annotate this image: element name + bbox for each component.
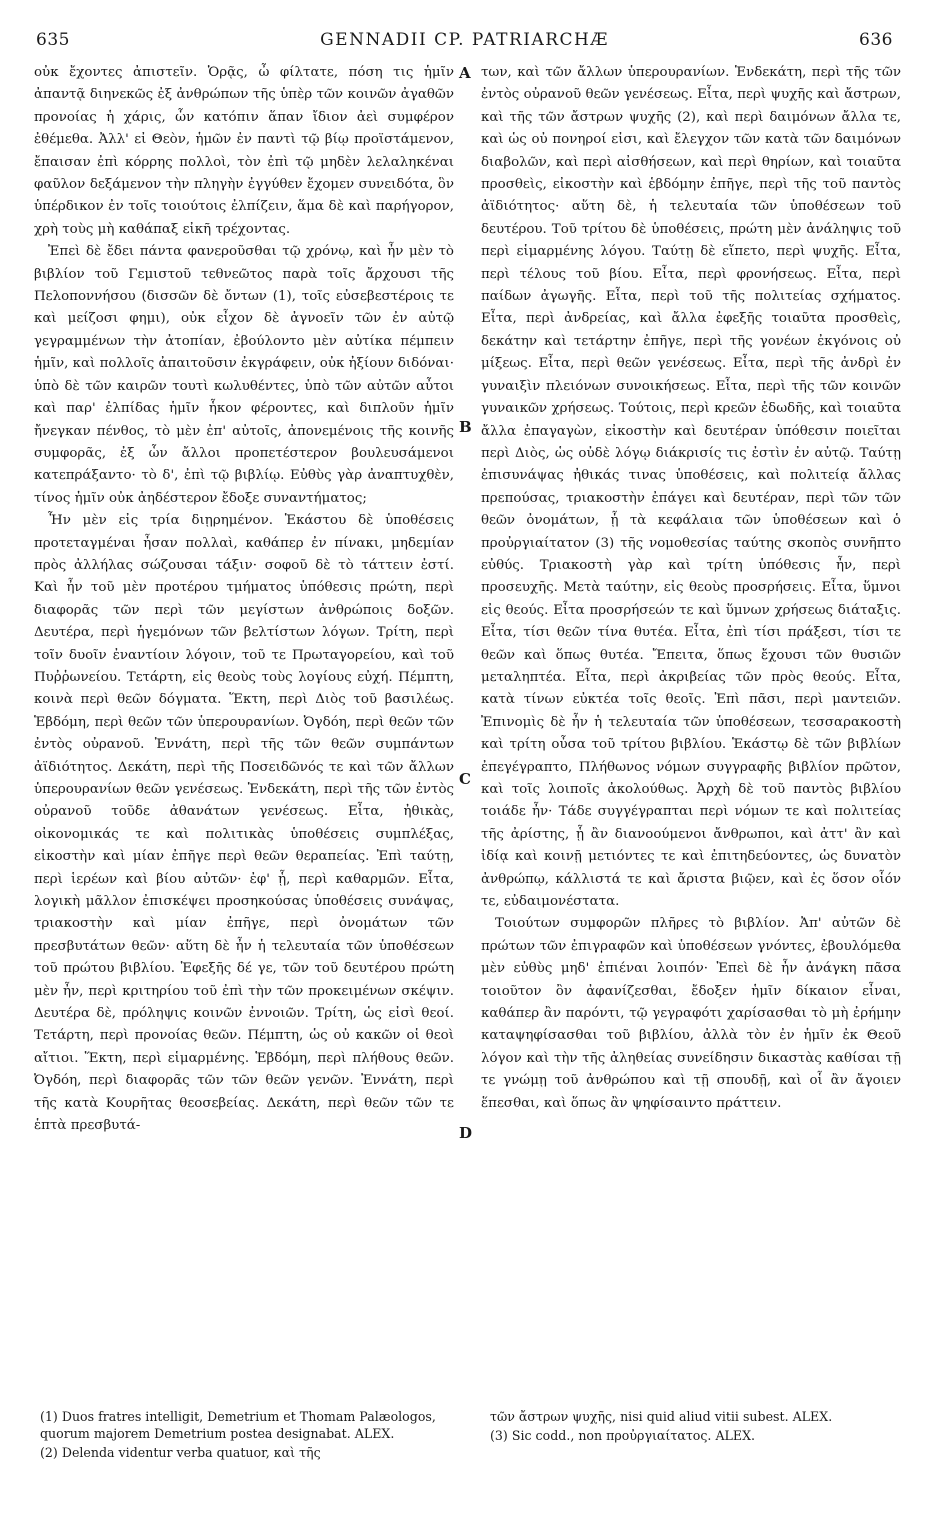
running-header [36, 30, 893, 58]
footnote: (3) Sic codd., non προὐργιαίτατος. ALEX. [490, 1428, 756, 1443]
section-marker-c: C [459, 770, 471, 788]
right-column [481, 62, 901, 1115]
footnote: τῶν ἄστρων ψυχῆς, nisi quid aliud vitii subest. ALEX. [490, 1409, 833, 1424]
footnotes-left [40, 1408, 460, 1463]
left-column [34, 62, 454, 1138]
page-number-left: 635 [36, 30, 70, 50]
paragraph: οὐκ ἔχοντες ἀπιστεῖν. Ὁρᾷς, ὦ φίλτατε, πόση τις ἡμῖν ἀπαντᾷ διηνεκῶς ἐξ ἀνθρώπων τῆς ὑπὲρ τῶν κοινῶν ἀγαθῶν προνοίας ἡ χάρις, ὧν κατόπιν ἅπαν ἴδιον ἀεὶ συμφέρον ἐθέμεθα. Ἀλλ' εἰ Θεὸν, ἡμῶν ἐν παντὶ τῷ βίῳ προϊστάμενον, ἔπαισαν ἐπὶ κόρρης πολλοὶ, τὸν ἐπὶ τῷ μηδὲν λελαληκέναι φαῦλον δεξάμενον τὴν πληγὴν ἐγγύθεν ἔχομεν συνειδότα, ὃν ὑπέρδικον ἐν τοῖς τοιούτοις ἐλπίζειν, ἅμα δὲ καὶ παρήγορον, χρὴ τοὺς μὴ καθάπαξ εἰκῆ τρέχοντας. [34, 65, 454, 237]
section-marker-d: D [459, 1124, 473, 1142]
footnote: (1) Duos fratres intelligit, Demetrium et Thomam Palæologos, quorum majorem Demetrium postea designabat. ALEX. [40, 1409, 436, 1441]
section-marker-b: B [459, 418, 472, 436]
running-title: GENNADII CP. PATRIARCHÆ [320, 30, 609, 50]
section-marker-a: A [459, 64, 471, 82]
footnote: (2) Delenda videntur verba quatuor, καὶ τῆς [40, 1445, 321, 1460]
paragraph: των, καὶ τῶν ἄλλων ὑπερουρανίων. Ἑνδεκάτη, περὶ τῆς τῶν ἐντὸς οὐρανοῦ θεῶν γενέσεως. Εἶτα, περὶ ψυχῆς καὶ ἄστρων, καὶ τῆς τῶν ἄστρων ψυχῆς (2), καὶ περὶ δαιμόνων ἄλλα τε, καὶ ὡς οὐ πονηροί εἰσι, καὶ ἔλεγχον τῶν κατὰ τῶν δαιμόνων διαβολῶν, καὶ περὶ αἰσθήσεων, καὶ περὶ θηρίων, καὶ τοιαῦτα προσθεὶς, εἰκοστὴν καὶ ἑβδόμην ἐπῆγε, περὶ τῆς τοῦ παντὸς ἀϊδιότητος· αὕτη δὲ, ἡ τελευταία τῶν ὑποθέσεων τοῦ δευτέρου. Τοῦ τρίτου δὲ ὑποθέσεις, πρώτη μὲν ἀνάληψις τοῦ περὶ εἱμαρμένης λόγου. Ταύτῃ δὲ εἵπετο, περὶ ψυχῆς. Εἶτα, περὶ τέλους τοῦ βίου. Εἶτα, περὶ φρονήσεως. Εἶτα, περὶ παίδων ἀγωγῆς. Εἶτα, περὶ τοῦ τῆς πολιτείας σχήματος. Εἶτα, περὶ ἀνδρείας, καὶ ἄλλα ἐφεξῆς τοιαῦτα προσθεὶς, δεκάτην καὶ τετάρτην ἐπῆγε, περὶ τῆς γονέων ἐκγόνοις οὐ μίξεως. Εἶτα, περὶ θεῶν γενέσεως. Εἶτα, περὶ τῆς ἀνδρὶ ἐν γυναιξὶν πλειόνων συνοικήσεως. Εἶτα, περὶ τῆς τῶν κοινῶν γυναικῶν χρήσεως. Τούτοις, περὶ κρεῶν ἐδωδῆς, καὶ τοιαῦτα ἄλλα ἐπαγαγὼν, εἰκοστὴν καὶ δευτέραν ὑπόθεσιν ποιεῖται περὶ Διὸς, ὡς οὐδὲ λόγῳ διάκρισίς τις ἐστὶν ἐν αὐτῷ. Ταύτῃ ἐπισυνάψας ἠθικάς τινας ὑποθέσεις, καὶ πολιτείᾳ ἄλλας πρεπούσας, τριακοστὴν ἐπάγει καὶ δευτέραν, περὶ τῶν τῶν θεῶν ὀνομάτων, ᾗ τὰ κεφάλαια τῶν ὑποθέσεων καὶ ὁ προὐργιαίτατον (3) τῆς νομοθεσίας ταύτης σκοπὸς συνῆπτο εὐθύς. Τριακοστὴ γὰρ καὶ τρίτη ὑπόθεσις ἦν, περὶ προσευχῆς. Μετὰ ταύτην, εἰς θεοὺς προσρήσεις. Εἶτα, ὕμνοι εἰς θεούς. Εἶτα προσρήσεών τε καὶ ὕμνων χρήσεως διάταξις. Εἶτα, τίσι θεῶν τίνα θυτέα. Εἶτα, ἐπὶ τίσι πράξεσι, τίσι τε θεῶν καὶ ὅπως θυτέα. Ἔπειτα, ὅπως ἔχουσι τῶν θυσιῶν μεταληπτέα. Εἶτα, περὶ ἀκριβείας τῶν πρὸς θεούς. Εἶτα, κατὰ τίνων εὐκτέα τοῖς θεοῖς. Ἐπὶ πᾶσι, περὶ μαντειῶν. Ἐπινομὶς δὲ ἦν ἡ τελευταία τῶν ὑποθέσεων, τεσσαρακοστὴ καὶ τρίτη οὖσα τοῦ τρίτου βιβλίου. Ἑκάστῳ δὲ τῶν βιβλίων ἐπεγέγραπτο, Πλήθωνος νόμων συγγραφῆς βιβλίον πρῶτον, καὶ τοῖς λοιποῖς ἀκολούθως. Ἀρχὴ δὲ τοῦ παντὸς βιβλίου τοιάδε ἦν· Τάδε συγγέγραπται περὶ νόμων τε καὶ πολιτείας τῆς ἀρίστης, ᾗ ἂν διανοούμενοι ἄνθρωποι, καὶ ἀττ' ἂν καὶ ἰδίᾳ καὶ κοινῇ μετιόντες τε καὶ ἐπιτηδεύοντες, ὡς δυνατὸν ἀνθρώπῳ, κάλλιστά τε καὶ ἄριστα βιῷεν, καὶ ἐς ὅσον οἷόν τε, εὐδαιμονέστατα. [481, 65, 901, 910]
paragraph: Ἦν μὲν εἰς τρία διῃρημένον. Ἑκάστου δὲ ὑποθέσεις προτεταγμέναι ἦσαν πολλαὶ, καθάπερ ἐν πίνακι, μηδεμίαν πρὸς ἀλλήλας σώζουσαι τάξιν· σοφοῦ δὲ τὸ τάττειν ἐστί. Καὶ ἦν τοῦ μὲν προτέρου τμήματος ὑπόθεσις πρώτη, περὶ διαφορᾶς τῶν περὶ τῶν μεγίστων ἀνθρώποις δοξῶν. Δευτέρα, περὶ ἡγεμόνων τῶν βελτίστων λόγων. Τρίτη, περὶ τοῖν δυοῖν ἐναντίοιν λόγοιν, τοῦ τε Πρωταγορείου, καὶ τοῦ Πυῤῥωνείου. Τετάρτη, εἰς θεοὺς τοὺς λογίους εὐχή. Πέμπτη, κοινὰ περὶ θεῶν δόγματα. Ἕκτη, περὶ Διὸς τοῦ βασιλέως. Ἑβδόμη, περὶ θεῶν τῶν ὑπερουρανίων. Ὀγδόη, περὶ θεῶν τῶν ἐντὸς οὐρανοῦ. Ἐννάτη, περὶ τῆς τῶν θεῶν συμπάντων ἀϊδιότητος. Δεκάτη, περὶ τῆς Ποσειδῶνός τε καὶ τῶν ἄλλων ὑπερουρανίων θεῶν γενέσεως. Ἑνδεκάτη, περὶ τῆς τῶν ἐντὸς οὐρανοῦ τοῦδε ἀθανάτων γενέσεως. Εἶτα, ἠθικὰς, οἰκονομικάς τε καὶ πολιτικὰς ὑποθέσεις συμπλέξας, εἰκοστὴν καὶ μίαν ἐπῆγε περὶ θεῶν θεραπείας. Ἐπὶ ταύτῃ, περὶ ἱερέων καὶ βίου αὐτῶν· ἐφ' ᾗ, περὶ καθαρμῶν. Εἶτα, λογικὴ μᾶλλον ἐπισκέψει προσηκούσας ὑποθέσεις συνάψας, τριακοστὴν καὶ μίαν ἐπῆγε, περὶ ὀνομάτων τῶν πρεσβυτάτων θεῶν· αὕτη δὲ ἦν ἡ τελευταία τῶν ὑποθέσεων τοῦ πρώτου βιβλίου. Ἐφεξῆς δέ γε, τῶν τοῦ δευτέρου πρώτη μὲν ἦν, περὶ κριτηρίου τοῦ ἐπὶ τὴν τῶν προκειμένων σκέψιν. Δευτέρα δὲ, πρόληψις κοινῶν ἐννοιῶν. Τρίτη, ὡς εἰσὶ θεοί. Τετάρτη, περὶ προνοίας θεῶν. Πέμπτη, ὡς οὐ κακῶν οἱ θεοὶ αἴτιοι. Ἕκτη, περὶ εἱμαρμένης. Ἑβδόμη, περὶ πλήθους θεῶν. Ὀγδόη, περὶ διαφορᾶς τῶν τῶν θεῶν γενῶν. Ἐννάτη, περὶ τῆς κατὰ Κουρῆτας θεοσεβείας. Δεκάτη, περὶ θεῶν τῶν τε ἑπτὰ πρεσβυτά- [34, 513, 454, 1134]
page-number-right: 636 [859, 30, 893, 50]
paragraph: Ἐπεὶ δὲ ἔδει πάντα φανεροῦσθαι τῷ χρόνῳ, καὶ ἦν μὲν τὸ βιβλίον τοῦ Γεμιστοῦ τεθνεῶτος παρὰ τοῖς ἄρχουσι τῆς Πελοποννήσου (δισσῶν δὲ ὄντων (1), τοῖς εὐσεβεστέροις τε καὶ μείζοσι φημι), οὐκ εἶχον δὲ ἀγνοεῖν τῶν ἐν αὐτῷ γεγραμμένων τὴν ἀτοπίαν, ἐβούλοντο μὲν αὐτίκα πέμπειν ἡμῖν, καὶ πολλοῖς ἀπαιτοῦσιν ἐκγράφειν, οὐκ ἠξίουν διδόναι· ὑπὸ δὲ τῶν καιρῶν τουτὶ κωλυθέντες, ὑπὸ τῶν αὐτῶν αὖτοι καὶ παρ' ἐλπίδας ἡμῖν ἧκον φέροντες, καὶ διπλοῦν ἡμῖν ἤνεγκαν πένθος, τὸ μὲν ἐπ' αὐτοῖς, ἀπονεμένοις τῆς κοινῆς συμφορᾶς, ἐξ ὧν ἄλλοι προπετέστερον βουλευσάμενοι κατεπράξαντο· τὸ δ', ἐπὶ τῷ βιβλίῳ. Εὐθὺς γὰρ ἀναπτυχθὲν, τίνος ἡμῖν οὐκ ἀηδέστερον ἔδοξε συναντήματος; [34, 244, 454, 506]
paragraph: Τοιούτων συμφορῶν πλῆρες τὸ βιβλίον. Ἀπ' αὐτῶν δὲ πρώτων τῶν ἐπιγραφῶν καὶ ὑποθέσεων γνόντες, ἐβουλόμεθα μὲν εὐθὺς μηδ' ἐπιέναι λοιπόν· Ἐπεὶ δὲ ἦν ἀνάγκη πᾶσα τοιοῦτον ὂν ἀφανίζεσθαι, ἔδοξεν ἡμῖν δίκαιον εἶναι, καθάπερ ἂν παρόντι, τῷ γεγραφότι χαρίσασθαι τὸ μὴ ἐρήμην καταψηφίσασθαι τοῦ βιβλίου, ἀλλὰ τὸν ἐν ἡμῖν ἐκ Θεοῦ λόγον καὶ τὴν τῆς ἀληθείας συνείδησιν δικαστὰς καθίσαι τῇ τε γνώμῃ τοῦ ἀνθρώπου καὶ τῇ σπουδῇ, καὶ οἷ ἂν ἄγοιεν ἕπεσθαι, καὶ ὅπως ἂν ψηφίσαιντο πράττειν. [481, 916, 901, 1111]
footnotes-right [490, 1408, 910, 1446]
